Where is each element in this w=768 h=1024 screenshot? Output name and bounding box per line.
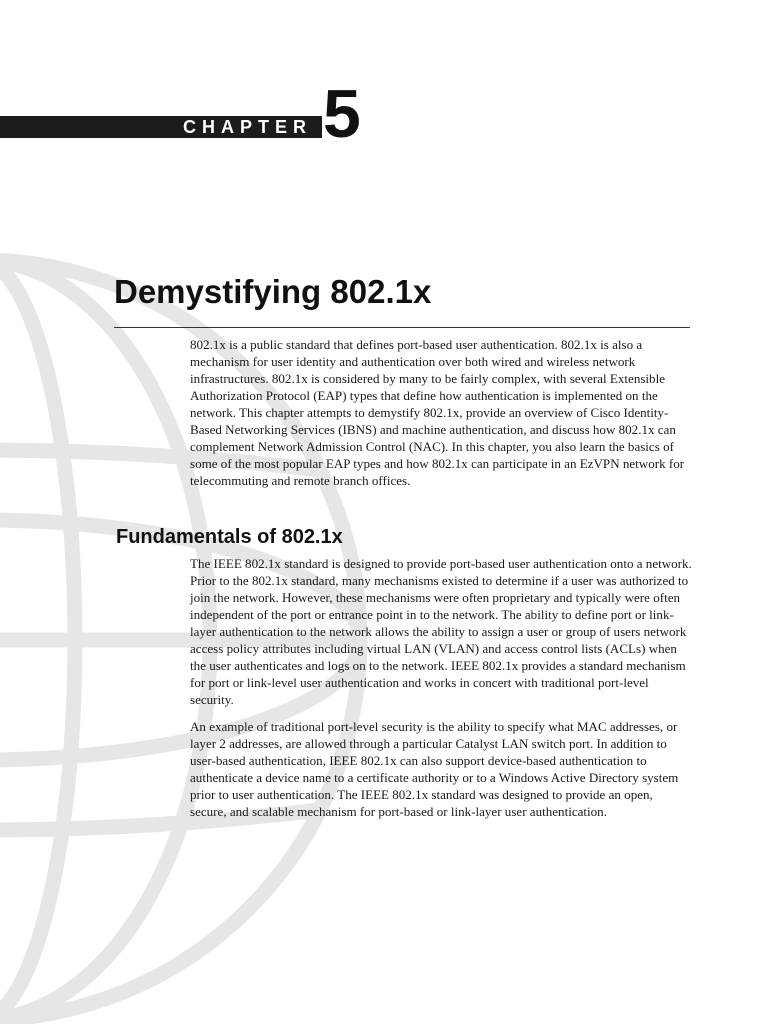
chapter-label: CHAPTER [183,117,313,137]
section-paragraph: An example of traditional port-level security is the ability to specify what MAC addresses, or layer 2 addresses, are allowed through a particular Catalyst LAN switch port. In addition to user-based authentication, IEEE 802.1x can also support device-based authentication to authenticate a device name to a certificate authority or to a Windows Active Directory system prior to user authentication. The IEEE 802.1x standard was designed to provide an open, secure, and scalable mechanism for port-based or link-layer user authentication. [190,719,679,819]
section-paragraph: The IEEE 802.1x standard is designed to provide port-based user authentication onto a network. Prior to the 802.1x standard, many mechanisms existed to determine if a user was authorized to join the network. However, these mechanisms were often proprietary and typically were often independent of the port or entrance point in to the network. The ability to define port or link-layer authentication to the network allows the ability to assign a user or group of users network access policy attributes including virtual LAN (VLAN) and access control lists (ACLs) when the user authenticates and logs on to the network. IEEE 802.1x provides a standard mechanism for port or link-level user authentication and works in concert with traditional port-level security. [190,556,692,707]
chapter-number: 5 [323,76,361,152]
title-divider [114,327,690,328]
chapter-title: Demystifying 802.1x [114,273,432,310]
intro-paragraph: 802.1x is a public standard that defines port-based user authentication. 802.1x is also a mechanism for user identity and authentication over both wired and wireless network infrastructures. 802.1x is considered by many to be fairly complex, with several Extensible Authorization Protocol (EAP) types that define how authentication is implemented on the network. This chapter attempts to demystify 802.1x, provide an overview of Cisco Identity-Based Networking Services (IBNS) and machine authentication, and discuss how 802.1x can complement Network Admission Control (NAC). In this chapter, you also learn the basics of some of the most popular EAP types and how 802.1x can participate in an EzVPN network for telecommuting and remote branch offices. [190,337,685,488]
section-heading: Fundamentals of 802.1x [116,526,343,548]
